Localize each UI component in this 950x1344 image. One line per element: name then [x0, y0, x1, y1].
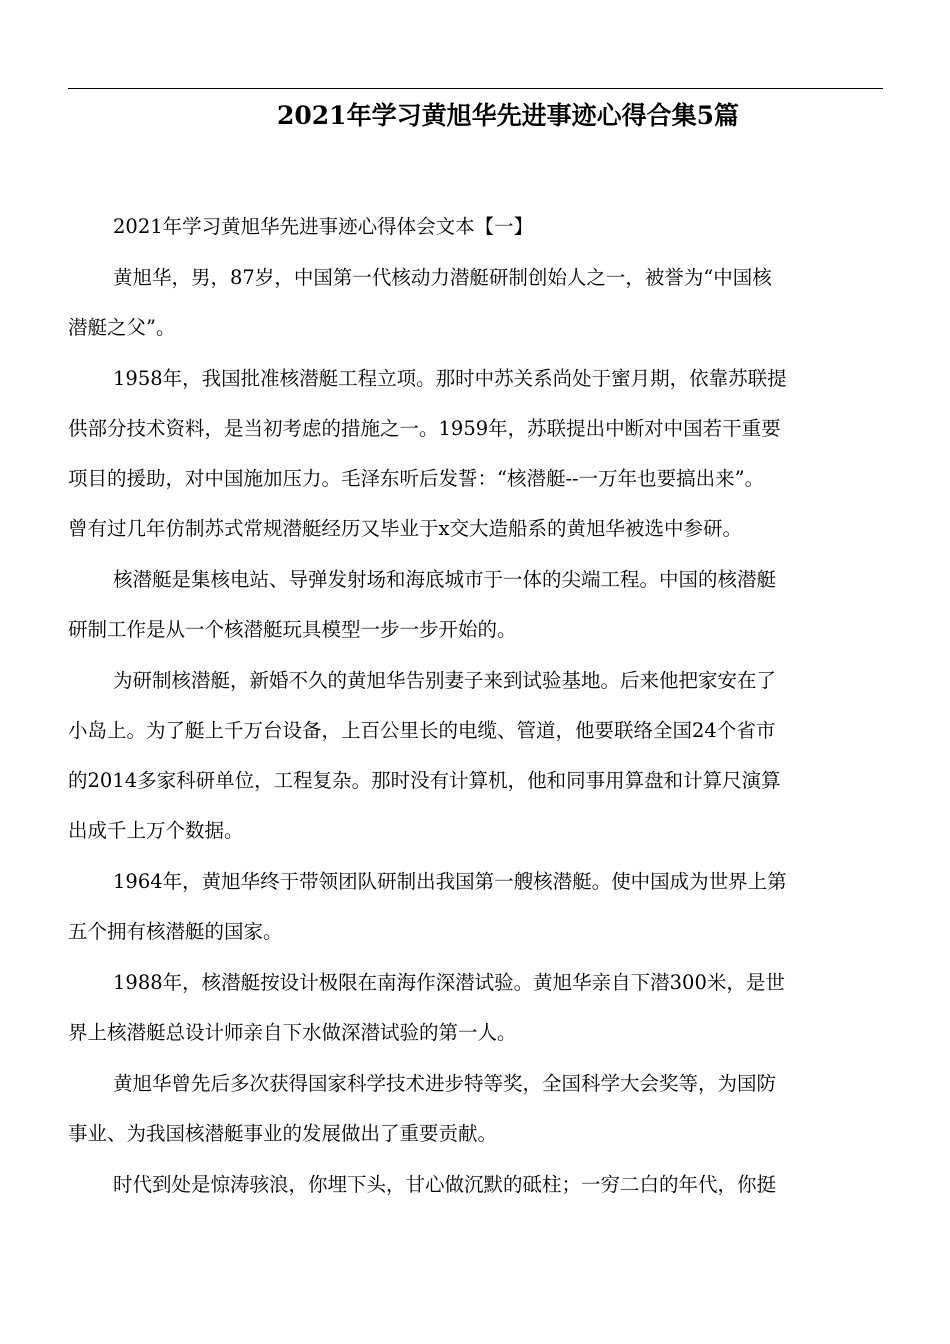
- paragraph-6: [68, 970, 883, 1045]
- paragraph-line: 1964年，黄旭华终于带领团队研制出我国第一艘核潜艇。使中国成为世界上第: [113, 870, 787, 893]
- paragraph-line: 1988年，核潜艇按设计极限在南海作深潜试验。黄旭华亲自下潜300米，是世: [113, 971, 785, 994]
- header-rule: [68, 88, 883, 89]
- paragraph-1: [68, 265, 883, 340]
- paragraph-line: 时代到处是惊涛骇浪，你埋下头，甘心做沉默的砥柱；一穷二白的年代，你挺: [113, 1173, 777, 1196]
- paragraph-line: 出成千上万个数据。: [68, 819, 244, 842]
- section-heading: 2021年学习黄旭华先进事迹心得体会文本【一】: [113, 215, 534, 238]
- paragraph-line: 项目的援助，对中国施加压力。毛泽东听后发誓：“核潜艇--一万年也要搞出来”。: [68, 467, 765, 490]
- paragraph-line: 事业、为我国核潜艇事业的发展做出了重要贡献。: [68, 1122, 498, 1145]
- paragraph-line: 1958年，我国批准核潜艇工程立项。那时中苏关系尚处于蜜月期，依靠苏联提: [113, 367, 787, 390]
- paragraph-line: 潜艇之父”。: [68, 316, 176, 339]
- paragraph-2: [68, 366, 883, 541]
- paragraph-7: [68, 1071, 883, 1146]
- paragraph-3: [68, 567, 883, 642]
- document-title: 2021年学习黄旭华先进事迹心得合集5篇: [277, 101, 739, 130]
- paragraph-line: 研制工作是从一个核潜艇玩具模型一步一步开始的。: [68, 618, 517, 641]
- paragraph-line: 为研制核潜艇，新婚不久的黄旭华告别妻子来到试验基地。后来他把家安在了: [113, 669, 777, 692]
- paragraph-4: [68, 668, 883, 843]
- paragraph-line: 供部分技术资料，是当初考虑的措施之一。1959年，苏联提出中断对中国若干重要: [68, 417, 781, 440]
- paragraph-line: 黄旭华，男，87岁，中国第一代核动力潜艇研制创始人之一，被誉为“中国核: [113, 266, 772, 289]
- paragraph-line: 核潜艇是集核电站、导弹发射场和海底城市于一体的尖端工程。中国的核潜艇: [113, 568, 777, 591]
- paragraph-line: 曾有过几年仿制苏式常规潜艇经历又毕业于x交大造船系的黄旭华被选中参研。: [68, 517, 742, 540]
- paragraph-line: 小岛上。为了艇上千万台设备，上百公里长的电缆、管道，他要联络全国24个省市: [68, 719, 776, 742]
- paragraph-line: 黄旭华曾先后多次获得国家科学技术进步特等奖，全国科学大会奖等，为国防: [113, 1072, 777, 1095]
- paragraph-line: 五个拥有核潜艇的国家。: [68, 920, 283, 943]
- paragraph-line: 的2014多家科研单位，工程复杂。那时没有计算机，他和同事用算盘和计算尺演算: [68, 769, 781, 792]
- document-body: [68, 214, 883, 1223]
- paragraph-8: [68, 1172, 883, 1197]
- paragraph-5: [68, 869, 883, 944]
- paragraph-line: 界上核潜艇总设计师亲自下水做深潜试验的第一人。: [68, 1021, 517, 1044]
